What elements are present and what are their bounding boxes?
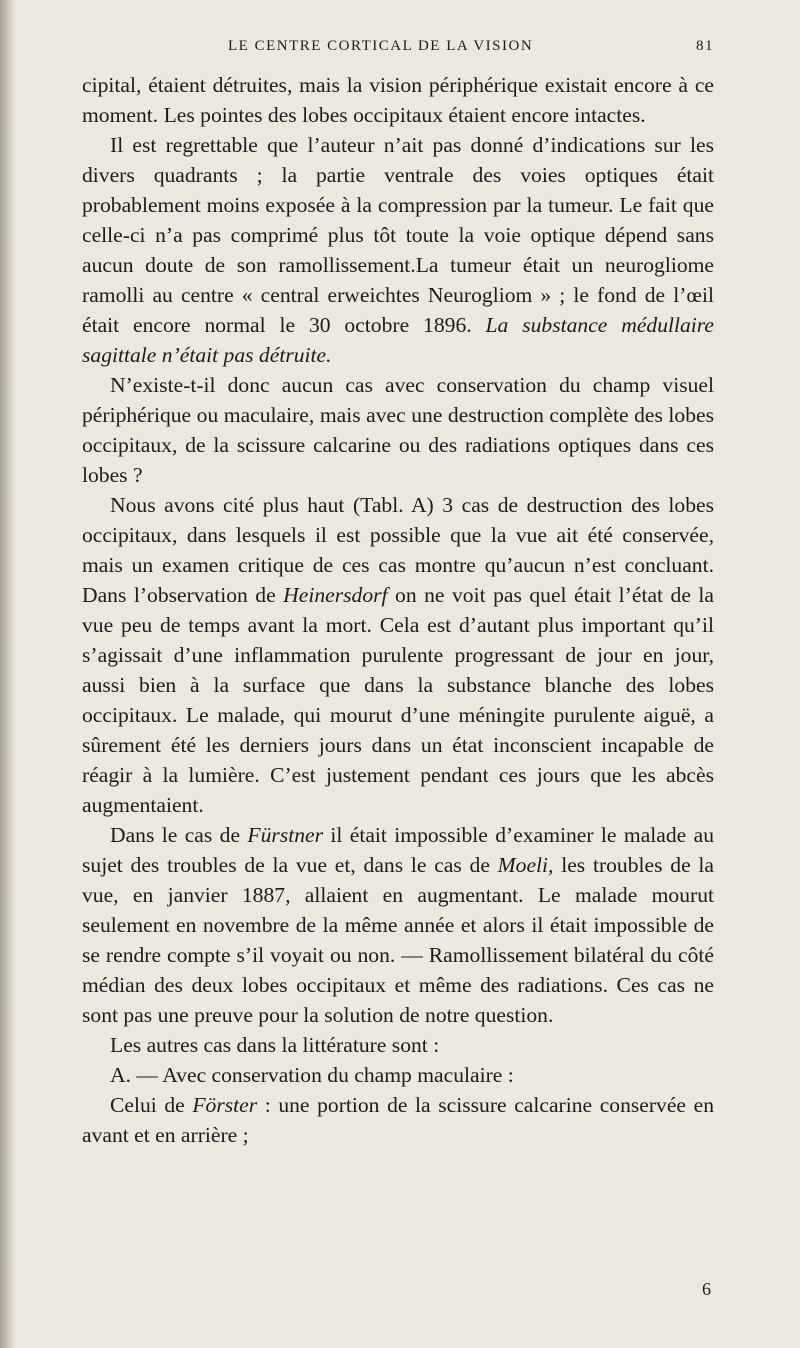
text-run: il était impossible d’examiner le malade au sujet des troubles de la vue et, dans le cas de [82,823,714,877]
paragraph [82,1060,714,1090]
paragraph [82,130,714,370]
page-number: 81 [696,38,714,54]
paragraph [82,490,714,820]
text-run: les troubles de la vue, en janvier 1887, allaient en augmentant. Le malade mourut seulement en novembre de la même année et alors il était impossible de se rendre compte s’il voyait ou non. — Ramollissement bilatéral du côté médian des deux lobes occipitaux et même des radiations. Ces cas ne sont pas une preuve pour la solution de notre question. [82,853,714,1027]
signature-mark: 6 [702,1279,711,1299]
paragraph [82,1090,714,1150]
text-run: Nous avons cité plus haut (Tabl. A) 3 cas de destruction des lobes occipitaux, dans lesquels il est possible que la vue ait été conservée, mais un examen critique de ces cas montre qu’aucun n’est concluant. Dans l’observation de [82,493,714,607]
paragraph [82,370,714,490]
body-text [82,70,714,1150]
italic-text: Fürstner [247,823,323,847]
paragraph [82,70,714,130]
italic-text: Förster [192,1093,258,1117]
italic-text: Moeli, [497,853,554,877]
text-run: Il est regrettable que l’auteur n’ait pas donné d’indications sur les divers quadrants ; la partie ventrale des voies optiques était probablement moins exposée à la compression par la tumeur. Le fait que celle-ci n’a pas comprimé plus tôt toute la voie optique dépend sans aucun doute de son ramollissement.La tumeur était un neurogliome ramolli au centre « central erweichtes Neurogliom » ; le fond de l’œil était encore normal le 30 octobre 1896. [82,133,714,337]
text-run: cipital, étaient détruites, mais la vision périphérique existait encore à ce moment. Les pointes des lobes occipitaux étaient encore intactes. [82,73,714,127]
book-spine-shadow [0,0,16,1348]
running-header [82,34,714,60]
text-run: on ne voit pas quel était l’état de la vue peu de temps avant la mort. Cela est d’autant plus important qu’il s’agissait d’une inflammation purulente progressant de jour en jour, aussi bien à la surface que dans la substance blanche des lobes occipitaux. Le malade, qui mourut d’une méningite purulente aiguë, a sûrement été les derniers jours dans un état inconscient incapable de réagir à la lumière. C’est justement pendant ces jours que les abcès augmentaient. [82,583,714,817]
italic-text: Heinersdorf [283,583,388,607]
paragraph [82,1030,714,1060]
text-run: Dans le cas de [110,823,248,847]
text-run: N’existe-t-il donc aucun cas avec conservation du champ visuel périphérique ou maculaire, mais avec une destruction complète des lobes occipitaux, de la scissure calcarine ou des radiations optiques dans ces lobes ? [82,373,714,487]
text-run: A. — Avec conservation du champ maculaire : [110,1063,514,1087]
text-run: Celui de [110,1093,193,1117]
paragraph [82,820,714,1030]
running-title: LE CENTRE CORTICAL DE LA VISION [228,38,534,54]
text-run: Les autres cas dans la littérature sont : [110,1033,440,1057]
italic-text: La substance médullaire sagittale n’était pas détruite. [82,313,714,367]
text-run: : une portion de la scissure calcarine conservée en avant et en arrière ; [82,1093,714,1147]
